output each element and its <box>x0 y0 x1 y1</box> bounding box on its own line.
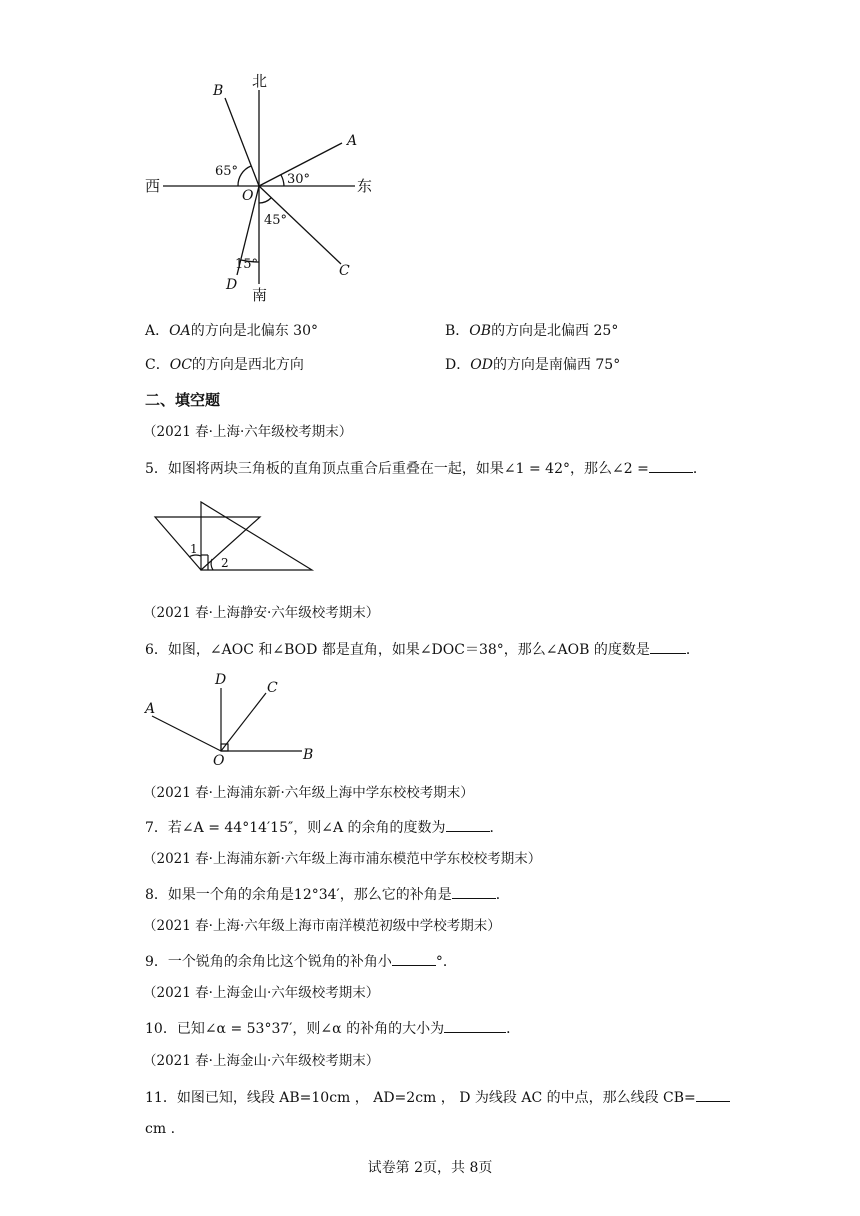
q9-text: 9．一个锐角的余角比这个锐角的补角小 °． <box>145 951 457 971</box>
label-a: A <box>347 133 358 149</box>
label-b: B <box>213 83 224 99</box>
q11-text-line2: cm . <box>145 1121 176 1137</box>
angle-15-label: 15° <box>235 257 259 272</box>
label-c: C <box>339 263 350 279</box>
label-north: 北 <box>252 72 268 90</box>
q11-text-line1: 11．如图已知，线段 AB=10cm ， AD=2cm ， D 为线段 AC 的中点，那么线段 CB= <box>145 1087 730 1107</box>
q6-text: 6．如图，∠AOC 和∠BOD 都是直角，如果∠DOC＝38°，那么∠AOB 的度数是 ． <box>145 639 700 659</box>
q8-text: 8．如果一个角的余角是12°34′，那么它的补角是 ． <box>145 884 510 904</box>
q11-answer-blank[interactable] <box>696 1087 730 1102</box>
q7-answer-blank[interactable] <box>446 817 490 832</box>
q6-label-a: A <box>145 701 156 717</box>
q5-text: 5．如图将两块三角板的直角顶点重合后重叠在一起，如果∠1 = 42°，那么∠2 = ． <box>145 458 707 478</box>
angle-45-label: 45° <box>264 213 288 228</box>
label-o: O <box>242 188 254 204</box>
q7-text: 7．若∠A = 44°14′15″，则∠A 的余角的度数为 ． <box>145 817 504 837</box>
page-footer: 试卷第 2页，共 8页 <box>367 1160 493 1176</box>
option-d: D．OD的方向是南偏西 75° <box>445 357 621 373</box>
label-east: 东 <box>357 177 373 195</box>
angle-30-label: 30° <box>287 172 311 187</box>
q6-label-b: B <box>303 747 314 763</box>
q5-angle-2-label: 2 <box>221 556 229 570</box>
q6-source: （2021 春·上海静安·六年级校考期末） <box>143 605 380 621</box>
label-west: 西 <box>145 177 161 195</box>
q10-source: （2021 春·上海金山·六年级校考期末） <box>143 985 380 1001</box>
q6-label-c: C <box>267 680 278 696</box>
angle-65-label: 65° <box>215 164 239 179</box>
option-a: A．OA的方向是北偏东 30° <box>145 323 318 339</box>
q10-answer-blank[interactable] <box>444 1018 506 1033</box>
q5-source: （2021 春·上海·六年级校考期末） <box>143 424 353 440</box>
q5-angle-1-label: 1 <box>190 542 198 556</box>
q6-label-d: D <box>215 672 227 688</box>
q8-answer-blank[interactable] <box>452 884 496 899</box>
q10-text: 10．已知∠α = 53°37′，则∠α 的补角的大小为 ． <box>145 1018 520 1038</box>
q9-answer-blank[interactable] <box>392 951 436 966</box>
label-d: D <box>226 277 238 293</box>
q6-label-o: O <box>213 753 225 769</box>
label-south: 南 <box>252 286 268 304</box>
q11-source: （2021 春·上海金山·六年级校考期末） <box>143 1053 380 1069</box>
option-b: B．OB的方向是北偏西 25° <box>445 323 619 339</box>
q9-source: （2021 春·上海·六年级上海市南洋模范初级中学校考期末） <box>143 918 501 934</box>
section-title: 二、填空题 <box>145 391 221 409</box>
q8-source: （2021 春·上海浦东新·六年级上海市浦东模范中学东校校考期末） <box>143 851 542 867</box>
q7-source: （2021 春·上海浦东新·六年级上海中学东校校考期末） <box>143 785 474 801</box>
option-c: C．OC的方向是西北方向 <box>145 357 304 373</box>
